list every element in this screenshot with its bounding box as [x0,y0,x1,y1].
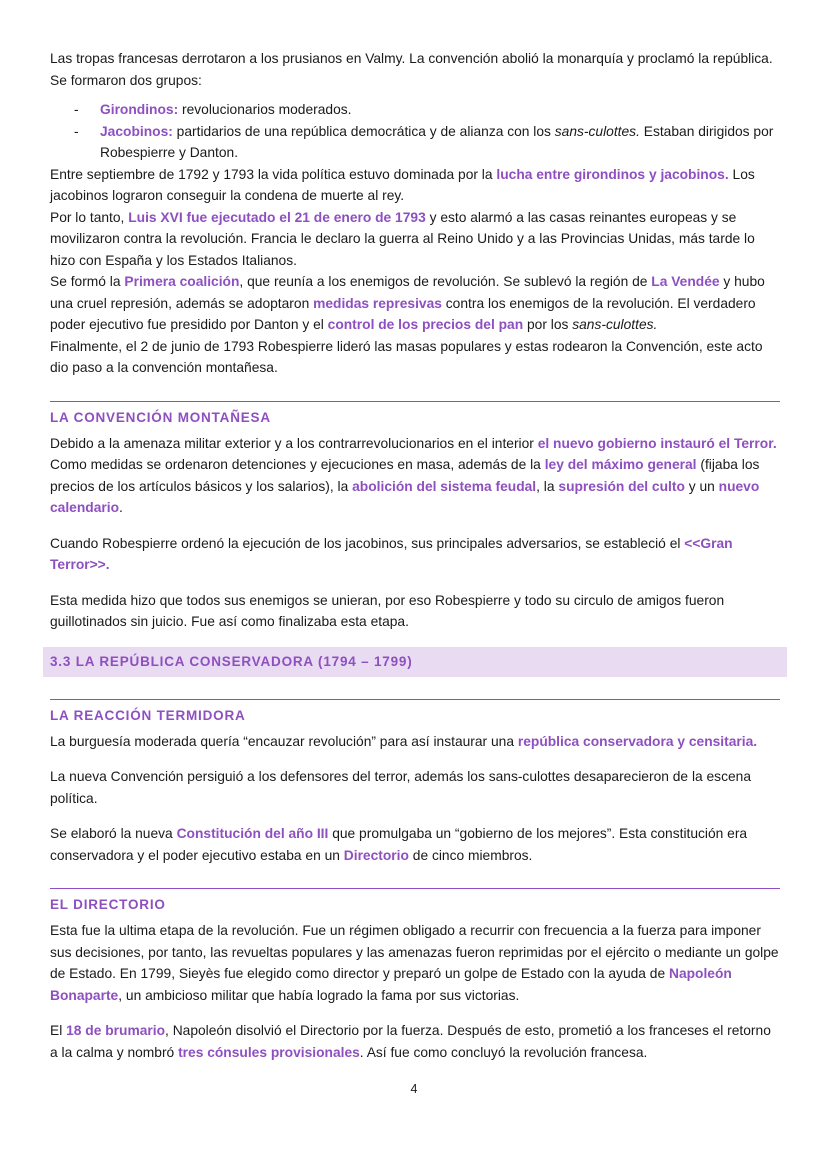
termidora-paragraph-2: La nueva Convención persiguió a los defensores del terror, además los sans-culottes desaparecieron de la escena política. [50,769,752,806]
intro-paragraph-1: Las tropas francesas derrotaron a los prusianos en Valmy. La convención abolió la monarquía y proclamó la república. Se formaron dos grupos: [50,51,773,88]
montanesa-paragraph-3: Esta medida hizo que todos sus enemigos se unieran, por eso Robespierre y todo su circulo de amigos fueron guillotinados sin juicio. Fue así como finalizaba esta etapa. [50,592,725,629]
text-run: Por lo tanto, [50,209,129,225]
text-run: y esto alarmó a las casas reinantes europeas y se movilizaron contra la revolución. Francia le declaro la guerra al Reino Unido y a las Provincias Unidas, más tarde lo hizo con España y los Estados Italianos. [50,209,755,268]
page-number: 4 [410,1082,418,1096]
termidora-paragraph-1 [50,731,780,753]
chapter-band [43,647,787,677]
text-run: Cuando Robespierre ordenó la ejecución de los jacobinos, sus principales adversarios, se estableció el [50,535,685,551]
section-el-directorio [50,888,780,1063]
intro-paragraph-5: Finalmente, el 2 de junio de 1793 Robespierre lideró las masas populares y estas rodearon la Convención, este acto dio paso a la convención montañesa. [50,338,763,375]
text-run: y un [684,478,719,494]
list-item-girondinos [50,99,780,121]
text-run: Esta fue la ultima etapa de la revolución. Fue un régimen obligado a recurrir con frecuencia a la fuerza para imponer sus decisiones, por tanto, las revueltas populares y las amenazas fueron reprimidas por el ejército o mediante un golpe de Estado. En 1799, Sieyès fue elegido como director y preparó un golpe de Estado con la ayuda de [50,923,779,981]
intro-paragraph-3 [50,207,780,272]
text-run: Se elaboró la nueva [50,826,177,841]
text-run: Debido a la amenaza militar exterior y a los contrarrevolucionarios en el interior [50,435,538,451]
highlight-tres-consules: tres cónsules provisionales [178,1044,360,1060]
groups-list [50,99,780,164]
text-run: Los jacobinos lograron conseguir la condena de muerte al rey. [50,166,755,203]
intro-paragraph-2 [50,164,780,207]
text-run: . Así fue como concluyó la revolución francesa. [359,1044,648,1060]
highlight-primera-coalicion: Primera coalición [124,274,240,289]
highlight-medidas-represivas: medidas represivas [313,295,442,311]
montanesa-paragraph-2 [50,533,780,576]
italic-sans-culottes: sans-culottes. [572,317,658,332]
text-run: Se formó la [50,274,125,289]
list-item-jacobinos [50,121,780,164]
jacobinos-desc-1: partidarios de una república democrática y de alianza con los [172,123,555,139]
highlight-18-brumario: 18 de brumario [66,1023,166,1038]
highlight-terror: el nuevo gobierno instauró el Terror. [537,435,777,451]
girondinos-desc: revolucionarios moderados. [178,102,352,117]
directorio-paragraph-1 [50,920,780,1006]
page-content [50,48,780,1063]
text-run: por los [523,317,573,332]
directorio-paragraph-2 [50,1020,780,1063]
text-run: . [119,500,123,515]
section-heading: LA REACCIÓN TERMIDORA [50,707,246,723]
text-run: La burguesía moderada quería “encauzar revolución” para así instaurar una [50,733,518,749]
highlight-gran-terror: <<Gran Terror>>. [50,535,733,572]
section-heading: EL DIRECTORIO [50,897,166,912]
text-run: contra los enemigos de la revolución. El verdadero poder ejecutivo fue presidido por Danton y el [50,295,756,332]
text-run: Entre septiembre de 1792 y 1793 la vida política estuvo dominada por la [50,166,497,182]
highlight-control-precios: control de los precios del pan [327,317,524,332]
intro-paragraph-4 [50,271,780,336]
termidora-paragraph-3 [50,823,780,866]
section-convencion-montanesa [50,401,780,633]
highlight-directorio: Directorio [343,847,409,863]
highlight-nuevo-calendario: nuevo calendario [50,478,760,515]
highlight-republica-conservadora: república conservadora y censitaria. [517,733,758,749]
bullet-dash: - [74,102,79,117]
highlight-napoleon: Napoleón Bonaparte [50,966,732,1003]
highlight-abolicion-feudal: abolición del sistema feudal [352,478,537,494]
highlight-la-vendee: La Vendée [651,274,720,289]
jacobinos-desc-2: Estaban dirigidos por Robespierre y Danton. [100,123,774,160]
section-reaccion-termidora [50,699,780,867]
montanesa-paragraph-1 [50,433,780,519]
term-jacobinos: Jacobinos: [100,123,173,139]
text-run: , Napoleón disolvió el Directorio por la fuerza. Después de esto, prometió a los franceses el retorno a la calma y nombró [50,1023,771,1060]
text-run: y hubo una cruel represión, además se adoptaron [50,274,765,311]
text-run: que promulgaba un “gobierno de los mejores”. Esta constitución era conservadora y el poder ejecutivo estaba en un [50,826,748,863]
highlight-supresion-culto: supresión del culto [558,478,685,494]
text-run: , un ambicioso militar que había logrado la fama por sus victorias. [118,987,520,1003]
highlight-lucha: lucha entre girondinos y jacobinos. [496,166,729,182]
text-run: , la [536,478,559,494]
text-run: Como medidas se ordenaron detenciones y ejecuciones en masa, además de la [50,457,545,472]
highlight-constitucion-ano-iii: Constitución del año III [176,826,329,841]
bullet-dash: - [74,123,79,139]
text-run: , que reunía a los enemigos de revolución. Se sublevó la región de [239,274,652,289]
highlight-luis-xvi: Luis XVI fue ejecutado el 21 de enero de 1793 [128,209,426,225]
section-heading: LA CONVENCIÓN MONTAÑESA [50,409,271,425]
jacobinos-italic: sans-culottes. [554,123,640,139]
text-run: El [50,1023,67,1038]
text-run: de cinco miembros. [408,847,533,863]
highlight-ley-maximo: ley del máximo general [544,457,697,472]
text-run: (fijaba los precios de los artículos básicos y los salarios), la [50,457,760,494]
term-girondinos: Girondinos: [100,102,179,117]
chapter-heading: 3.3 LA REPÚBLICA CONSERVADORA (1794 – 1799) [50,653,413,669]
